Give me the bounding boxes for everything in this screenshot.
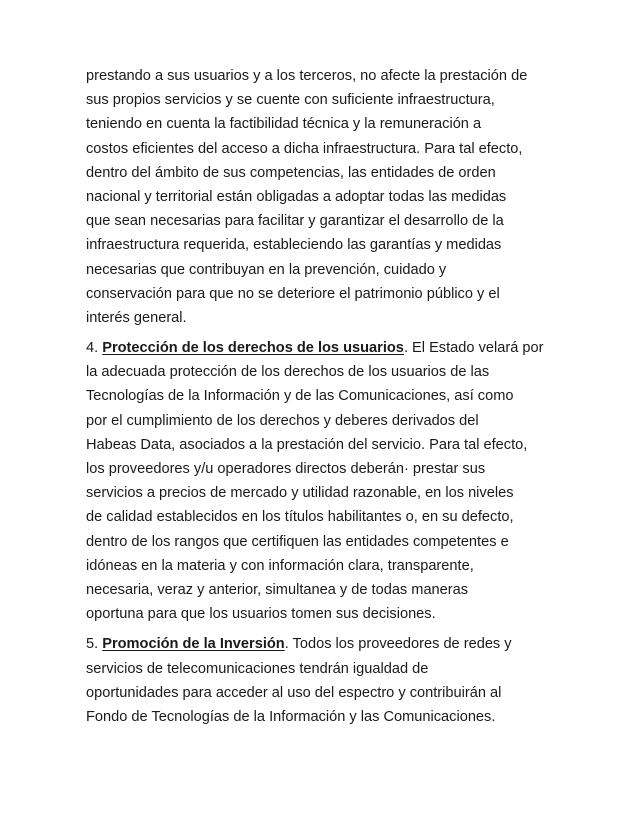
section-text: . El Estado velará por <box>403 340 544 357</box>
text-line: Habeas Data, asociados a la prestación del servicio. Para tal efecto, <box>86 436 528 453</box>
text-line: idóneas en la materia y con información clara, transparente, <box>86 557 474 574</box>
document-page <box>86 64 556 729</box>
text-line: servicios a precios de mercado y utilidad razonable, en los niveles <box>86 485 514 502</box>
text-line: costos eficientes del acceso a dicha infraestructura. Para tal efecto, <box>86 140 523 157</box>
text-line: servicios de telecomunicaciones tendrán igualdad de <box>86 660 429 677</box>
section-number: 4. <box>86 340 103 357</box>
text-line: necesarias que contribuyan en la prevención, cuidado y <box>86 261 447 278</box>
section-heading: Promoción de la Inversión <box>102 636 285 653</box>
text-line: sus propios servicios y se cuente con suficiente infraestructura, <box>86 92 495 109</box>
section-4-first-line <box>86 336 556 360</box>
text-line: interés general. <box>86 309 187 326</box>
text-line: la adecuada protección de los derechos de los usuarios de las <box>86 364 490 381</box>
text-line: por el cumplimiento de los derechos y deberes derivados del <box>86 412 479 429</box>
text-line: infraestructura requerida, estableciendo las garantías y medidas <box>86 237 502 254</box>
section-heading: Protección de los derechos de los usuarios <box>102 340 404 357</box>
text-line: nacional y territorial están obligadas a adoptar todas las medidas <box>86 188 507 205</box>
section-4-proteccion-derechos <box>86 336 556 626</box>
text-line: de calidad establecidos en los títulos habilitantes o, en su defecto, <box>86 509 514 526</box>
text-line: los proveedores y/u operadores directos deberán· prestar sus <box>86 461 486 477</box>
section-text: . Todos los proveedores de redes y <box>284 636 512 653</box>
text-line: dentro del ámbito de sus competencias, las entidades de orden <box>86 164 496 181</box>
section-5-promocion-inversion <box>86 632 556 729</box>
section-number: 5. <box>86 636 103 653</box>
text-line: dentro de los rangos que certifiquen las entidades competentes e <box>86 533 509 550</box>
text-line: Tecnologías de la Información y de las Comunicaciones, así como <box>86 388 514 405</box>
text-line: oportunidades para acceder al uso del espectro y contribuirán al <box>86 684 502 701</box>
section-5-first-line <box>86 632 556 656</box>
text-line: prestando a sus usuarios y a los terceros, no afecte la prestación de <box>86 68 528 84</box>
text-line: conservación para que no se deteriore el patrimonio público y el <box>86 285 500 302</box>
text-line: necesaria, veraz y anterior, simultanea y de todas maneras <box>86 581 469 598</box>
paragraph-infraestructura <box>86 64 556 330</box>
text-line: oportuna para que los usuarios tomen sus decisiones. <box>86 606 436 623</box>
text-line: que sean necesarias para facilitar y garantizar el desarrollo de la <box>86 213 504 230</box>
text-line: Fondo de Tecnologías de la Información y las Comunicaciones. <box>86 708 496 725</box>
text-line: teniendo en cuenta la factibilidad técnica y la remuneración a <box>86 116 482 133</box>
